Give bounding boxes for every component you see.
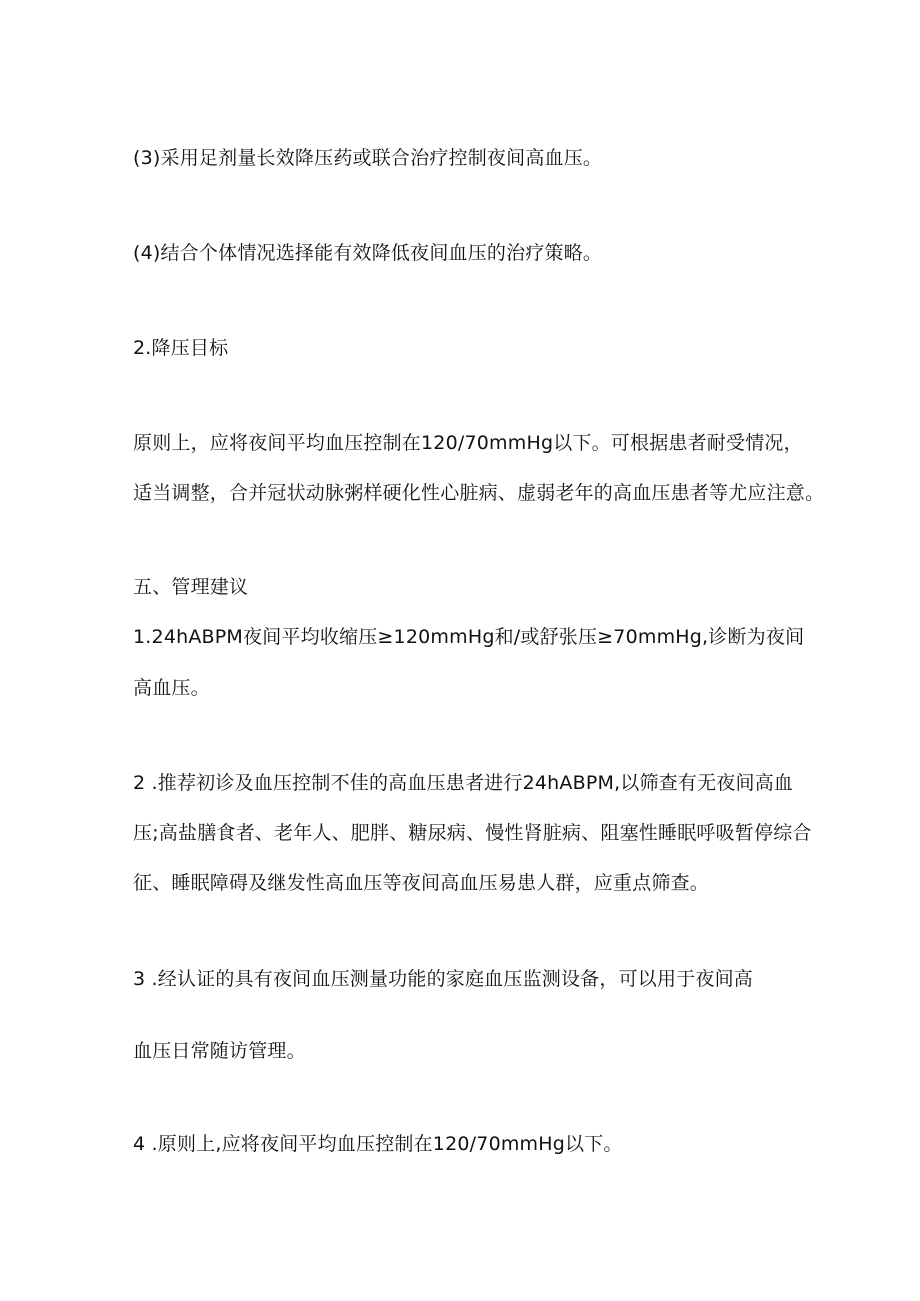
paragraph-principle-line-1: 原则上，应将夜间平均血压控制在120/70mmHg以下。可根据患者耐受情况， xyxy=(133,432,803,454)
item-1-line-1: 1.24hABPM夜间平均收缩压≥120mmHg和/或舒张压≥70mmHg,诊断为夜间 xyxy=(133,626,805,648)
paragraph-principle-line-2: 适当调整，合并冠状动脉粥样硬化性心脏病、虚弱老年的高血压患者等尤应注意。 xyxy=(133,482,825,504)
item-2-line-1: 2 .推荐初诊及血压控制不佳的高血压患者进行24hABPM,以筛查有无夜间高血 xyxy=(133,772,794,794)
item-1-line-2: 高血压。 xyxy=(133,677,210,699)
paragraph-treatment-3: (3)采用足剂量长效降压药或联合治疗控制夜间高血压。 xyxy=(133,147,603,169)
section-heading-bp-target: 2.降压目标 xyxy=(133,337,229,359)
paragraph-treatment-4: (4)结合个体情况选择能有效降低夜间血压的治疗策略。 xyxy=(133,242,603,264)
item-3-line-2: 血压日常随访管理。 xyxy=(133,1040,306,1062)
section-heading-management: 五、管理建议 xyxy=(133,576,249,598)
item-4-line-1: 4 .原则上,应将夜间平均血压控制在120/70mmHg以下。 xyxy=(133,1133,623,1155)
item-2-line-2: 压;高盐膳食者、老年人、肥胖、糖尿病、慢性肾脏病、阻塞性睡眠呼吸暂停综合 xyxy=(133,822,812,844)
item-2-line-3: 征、睡眠障碍及继发性高血压等夜间高血压易患人群，应重点筛查。 xyxy=(133,872,710,894)
item-3-line-1: 3 .经认证的具有夜间血压测量功能的家庭血压监测设备，可以用于夜间高 xyxy=(133,968,753,990)
